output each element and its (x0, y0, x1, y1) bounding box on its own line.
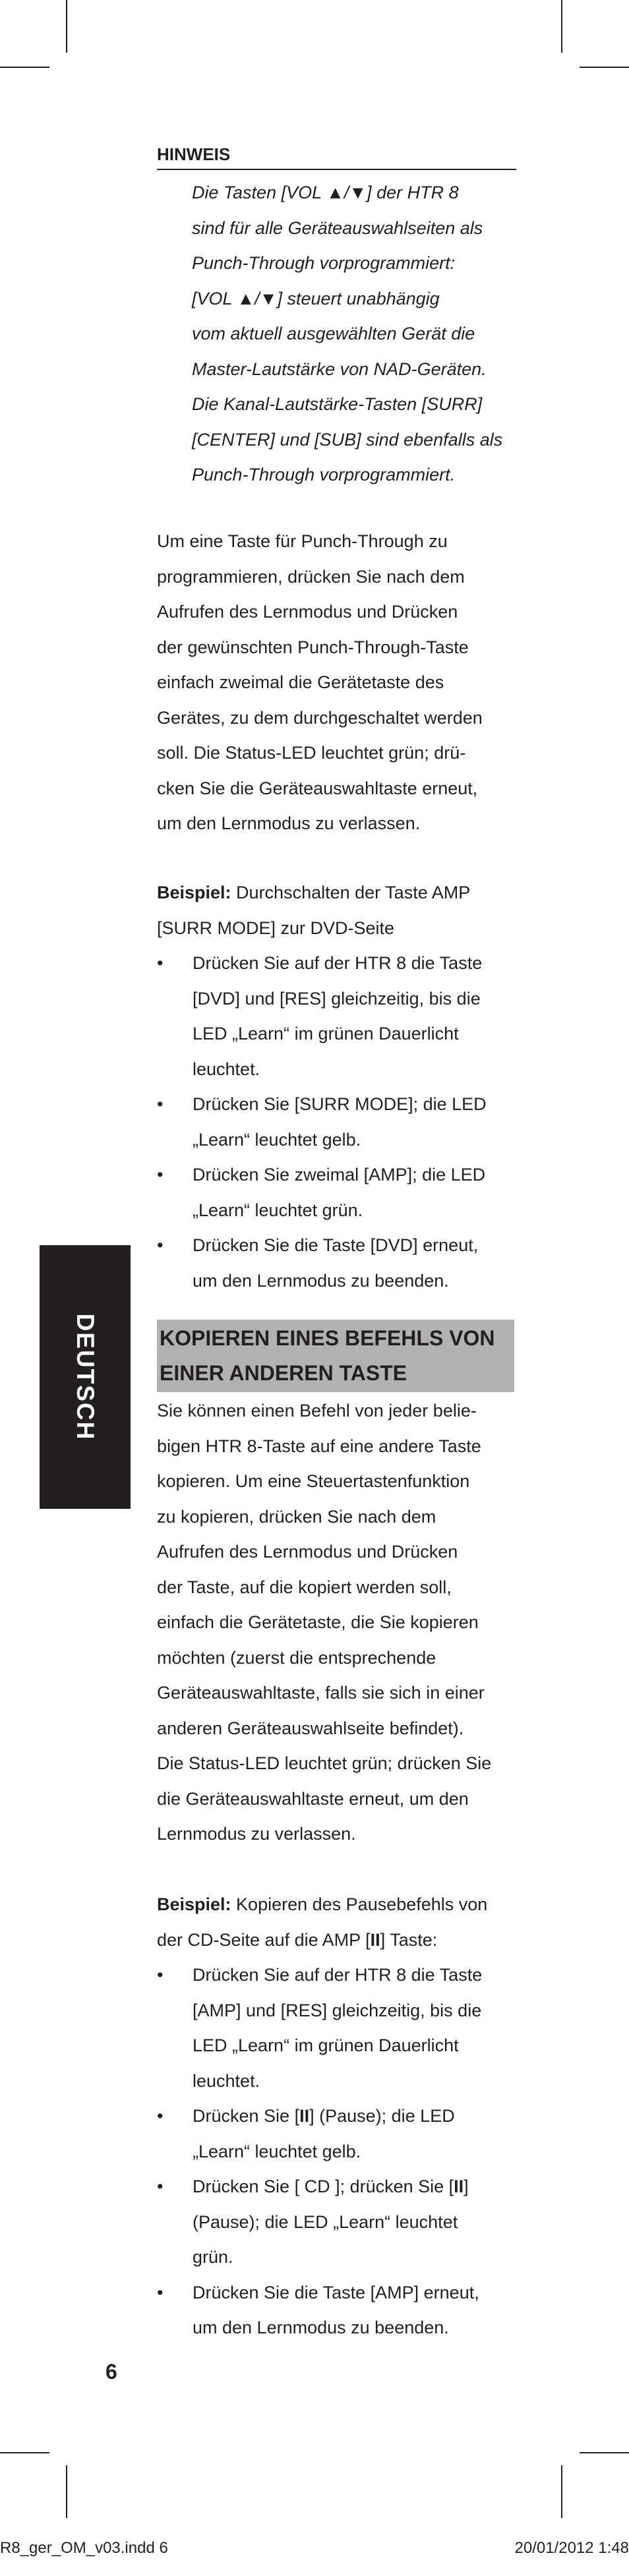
bullet: • (157, 1965, 164, 1985)
note-title: HINWEIS (157, 141, 516, 170)
steps-list (157, 946, 514, 1299)
text-line: Drücken Sie auf der HTR 8 die Taste (193, 953, 483, 973)
list-item (157, 1157, 514, 1228)
note-line: Punch-Through vorprogrammiert. (192, 465, 456, 484)
text-fragment: der CD-Seite auf die AMP [ (157, 1929, 371, 1950)
text-line: kopieren. Um eine Steuertastenfunktion (157, 1471, 470, 1491)
note-line: Die Tasten [VOL ▲/▼] der HTR 8 (192, 183, 459, 202)
text-line: Um eine Taste für Punch-Through zu (157, 531, 448, 551)
note-line: Master-Lautstärke von NAD-Geräten. (192, 359, 487, 379)
note-line: [CENTER] und [SUB] sind ebenfalls als (192, 429, 503, 450)
text-line: bigen HTR 8-Taste auf eine andere Taste (157, 1436, 481, 1456)
note-line: Die Kanal-Lautstärke-Tasten [SURR] (192, 394, 483, 414)
date-slug: 20/01/2012 1:48 (514, 2539, 629, 2557)
copy-command-paragraph (157, 1393, 514, 1852)
text-line: LED „Learn“ im grünen Dauerlicht (193, 1024, 459, 1043)
text-line: Aufrufen des Lernmodus und Drücken (157, 1542, 458, 1562)
text-line: [SURR MODE] zur DVD-Seite (157, 918, 395, 938)
crop-mark (580, 67, 629, 68)
text-line: (Pause); die LED „Learn“ leuchtet (193, 2211, 458, 2232)
text-line: Aufrufen des Lernmodus und Drücken (157, 602, 458, 622)
text-line: einfach zweimal die Gerätetaste des (157, 672, 444, 692)
section-heading (157, 1320, 514, 1392)
text-line: Drücken Sie [SURR MODE]; die LED (193, 1094, 487, 1114)
text-line: der Taste, auf die kopiert werden soll, (157, 1577, 452, 1597)
bullet: • (157, 1235, 164, 1255)
page-number: 6 (105, 2360, 117, 2384)
text-line: Gerätes, zu dem durchgeschaltet werden (157, 707, 483, 728)
text-line: Drücken Sie die Taste [AMP] erneut, (193, 2282, 479, 2302)
list-item (157, 1087, 514, 1157)
bullet: • (157, 1094, 164, 1114)
text-line: um den Lernmodus zu beenden. (193, 2318, 449, 2337)
text-line (193, 2099, 514, 2134)
crop-mark (0, 2452, 49, 2453)
text-line: LED „Learn“ im grünen Dauerlicht (193, 2035, 459, 2055)
bullet: • (157, 2282, 164, 2302)
example-label: Beispiel: (157, 1894, 231, 1914)
pause-symbol: II (454, 2177, 464, 2196)
text-line: [DVD] und [RES] gleichzeitig, bis die (193, 988, 481, 1009)
text-line: leuchtet. (193, 2070, 260, 2091)
text-line (157, 1923, 514, 1958)
note-line: sind für alle Geräteauswahlseiten als (192, 218, 483, 238)
text-line: [AMP] und [RES] gleichzeitig, bis die (193, 2000, 482, 2020)
section-heading-line: KOPIEREN EINES BEFEHLS VON (160, 1326, 495, 1350)
list-item (157, 2275, 514, 2346)
bullet: • (157, 1165, 164, 1185)
crop-mark (580, 2452, 629, 2453)
steps-list (157, 1958, 514, 2346)
crop-mark (561, 0, 562, 53)
example-label: Beispiel: (157, 883, 231, 902)
list-item (157, 1958, 514, 2099)
note-line: Punch-Through vorprogrammiert: (192, 253, 456, 273)
crop-mark (0, 67, 49, 68)
text-line: „Learn“ leuchtet gelb. (193, 1129, 361, 1150)
text-line: der gewünschten Punch-Through-Taste (157, 637, 469, 657)
text-line: Sie können einen Befehl von jeder belie- (157, 1401, 477, 1420)
text-line: „Learn“ leuchtet grün. (193, 1200, 363, 1220)
text-line: um den Lernmodus zu beenden. (193, 1270, 449, 1291)
bullet: • (157, 2106, 164, 2126)
text-fragment: ] Taste: (380, 1929, 438, 1950)
example-intro (157, 1887, 514, 1923)
note-line: [VOL ▲/▼] steuert unabhängig (192, 288, 440, 308)
list-item (157, 2099, 514, 2169)
text-line: programmieren, drücken Sie nach dem (157, 566, 465, 587)
text-line: „Learn“ leuchtet gelb. (193, 2141, 361, 2161)
text-line: cken Sie die Geräteauswahltaste erneut, (157, 778, 478, 798)
text-line: Drücken Sie auf der HTR 8 die Taste (193, 1965, 483, 1985)
note-line: vom aktuell ausgewählten Gerät die (192, 324, 475, 343)
text-line: um den Lernmodus zu verlassen. (157, 813, 421, 833)
crop-mark (66, 0, 67, 53)
text-fragment: Drücken Sie [ CD ]; drücken Sie [ (193, 2177, 454, 2196)
list-item (157, 2169, 514, 2275)
pause-symbol: II (370, 1929, 380, 1950)
text-line: möchten (zuerst die entsprechende (157, 1647, 436, 1668)
file-slug: R8_ger_OM_v03.indd 6 (0, 2539, 168, 2557)
bullet: • (157, 2177, 164, 2196)
crop-mark (66, 2465, 67, 2518)
punch-through-paragraph (157, 524, 514, 842)
text-line: leuchtet. (193, 1059, 260, 1079)
text-line: Drücken Sie zweimal [AMP]; die LED (193, 1165, 486, 1185)
pause-symbol: II (299, 2106, 310, 2126)
crop-mark (561, 2465, 562, 2518)
section-heading-line: EINER ANDEREN TASTE (160, 1361, 407, 1385)
language-tab (40, 1245, 131, 1509)
text-line: Lernmodus zu verlassen. (157, 1824, 356, 1844)
text-line: Kopieren des Pausebefehls von (231, 1894, 488, 1914)
text-line: Die Status-LED leuchtet grün; drücken Sie (157, 1753, 492, 1773)
example-intro (157, 875, 514, 911)
text-line: zu kopieren, drücken Sie nach dem (157, 1506, 436, 1527)
text-line (193, 2169, 514, 2205)
list-item (157, 946, 514, 1087)
note-body (192, 175, 515, 493)
list-item (157, 1228, 514, 1299)
language-tab-label: DEUTSCH (72, 1313, 99, 1441)
text-line: soll. Die Status-LED leuchtet grün; drü- (157, 743, 466, 763)
text-line: Durchschalten der Taste AMP (231, 883, 471, 902)
example-2 (157, 1887, 514, 2346)
bullet: • (157, 953, 164, 973)
text-fragment: ] (464, 2177, 469, 2196)
text-fragment: Drücken Sie [ (193, 2106, 300, 2126)
text-line: anderen Geräteauswahlseite befindet). (157, 1718, 464, 1738)
text-fragment: ] (Pause); die LED (309, 2106, 455, 2126)
example-1 (157, 875, 514, 1299)
text-line: Geräteauswahltaste, falls sie sich in einer (157, 1683, 485, 1703)
text-line: einfach die Gerätetaste, die Sie kopieren (157, 1612, 479, 1632)
text-line: die Geräteauswahltaste erneut, um den (157, 1788, 469, 1809)
text-line: Drücken Sie die Taste [DVD] erneut, (193, 1235, 479, 1255)
text-line: grün. (193, 2247, 233, 2267)
